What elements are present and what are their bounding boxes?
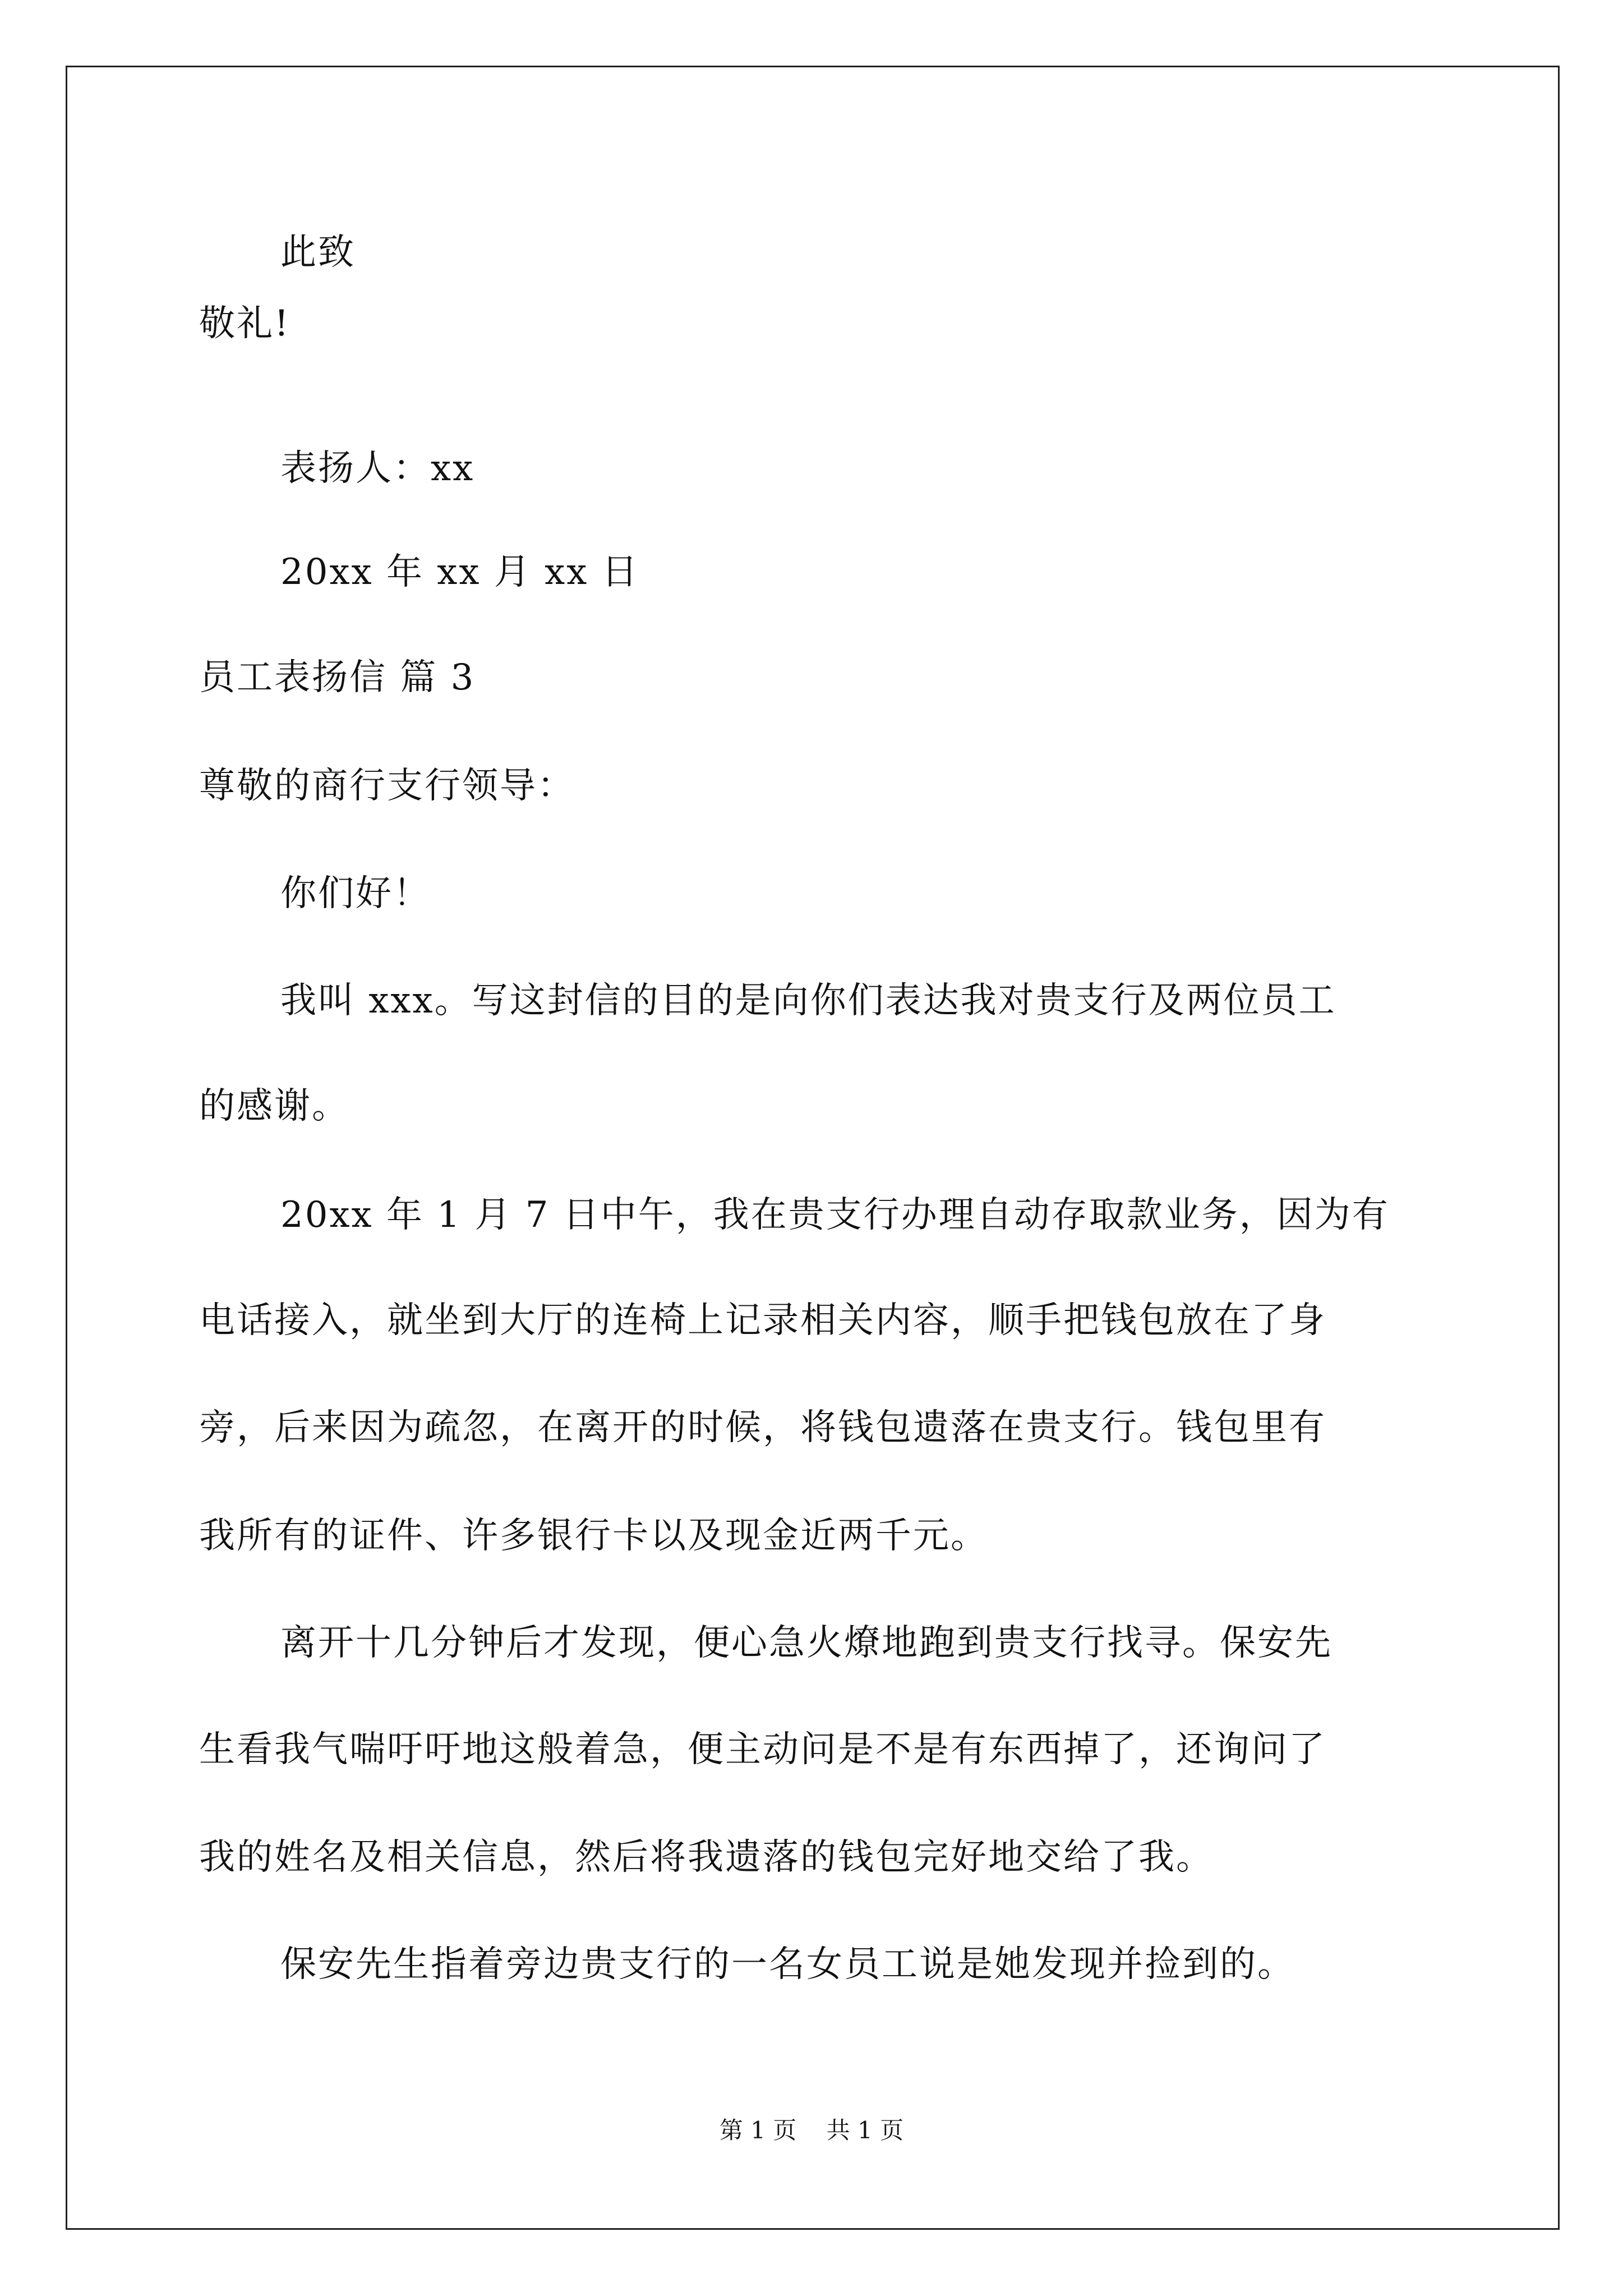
body-line: 的感谢。	[199, 1085, 349, 1127]
date-line: 20xx 年 xx 月 xx 日	[280, 551, 639, 593]
body-line: 我的姓名及相关信息，然后将我遗落的钱包完好地交给了我。	[199, 1837, 1214, 1878]
body-line: 离开十几分钟后才发现，便心急火燎地跑到贵支行找寻。保安先	[280, 1622, 1332, 1664]
page-number: 第 1 页	[719, 2116, 797, 2144]
body-line: 20xx 年 1 月 7 日中午，我在贵支行办理自动存取款业务，因为有	[280, 1194, 1390, 1236]
section-heading: 员工表扬信 篇 3	[199, 657, 476, 698]
body-line: 电话接入，就坐到大厅的连椅上记录相关内容，顺手把钱包放在了身	[199, 1300, 1326, 1341]
signer-line: 表扬人：xx	[280, 448, 475, 489]
page-total: 共 1 页	[826, 2116, 904, 2144]
page-border	[66, 66, 1560, 2230]
page-footer	[0, 2112, 1623, 2146]
body-line: 生看我气喘吁吁地这般着急，便主动问是不是有东西掉了，还询问了	[199, 1729, 1326, 1770]
greeting-line: 你们好！	[280, 873, 431, 914]
body-line: 旁，后来因为疏忽，在离开的时候，将钱包遗落在贵支行。钱包里有	[199, 1407, 1326, 1448]
addressee-line: 尊敬的商行支行领导：	[199, 765, 575, 807]
salutation-line: 敬礼!	[199, 303, 291, 344]
body-line: 我所有的证件、许多银行卡以及现金近两千元。	[199, 1515, 988, 1557]
body-line: 保安先生指着旁边贵支行的一名女员工说是她发现并捡到的。	[280, 1944, 1295, 1985]
body-line: 我叫 xxx。写这封信的目的是向你们表达我对贵支行及两位员工	[280, 980, 1336, 1022]
closing-line: 此致	[280, 232, 356, 273]
